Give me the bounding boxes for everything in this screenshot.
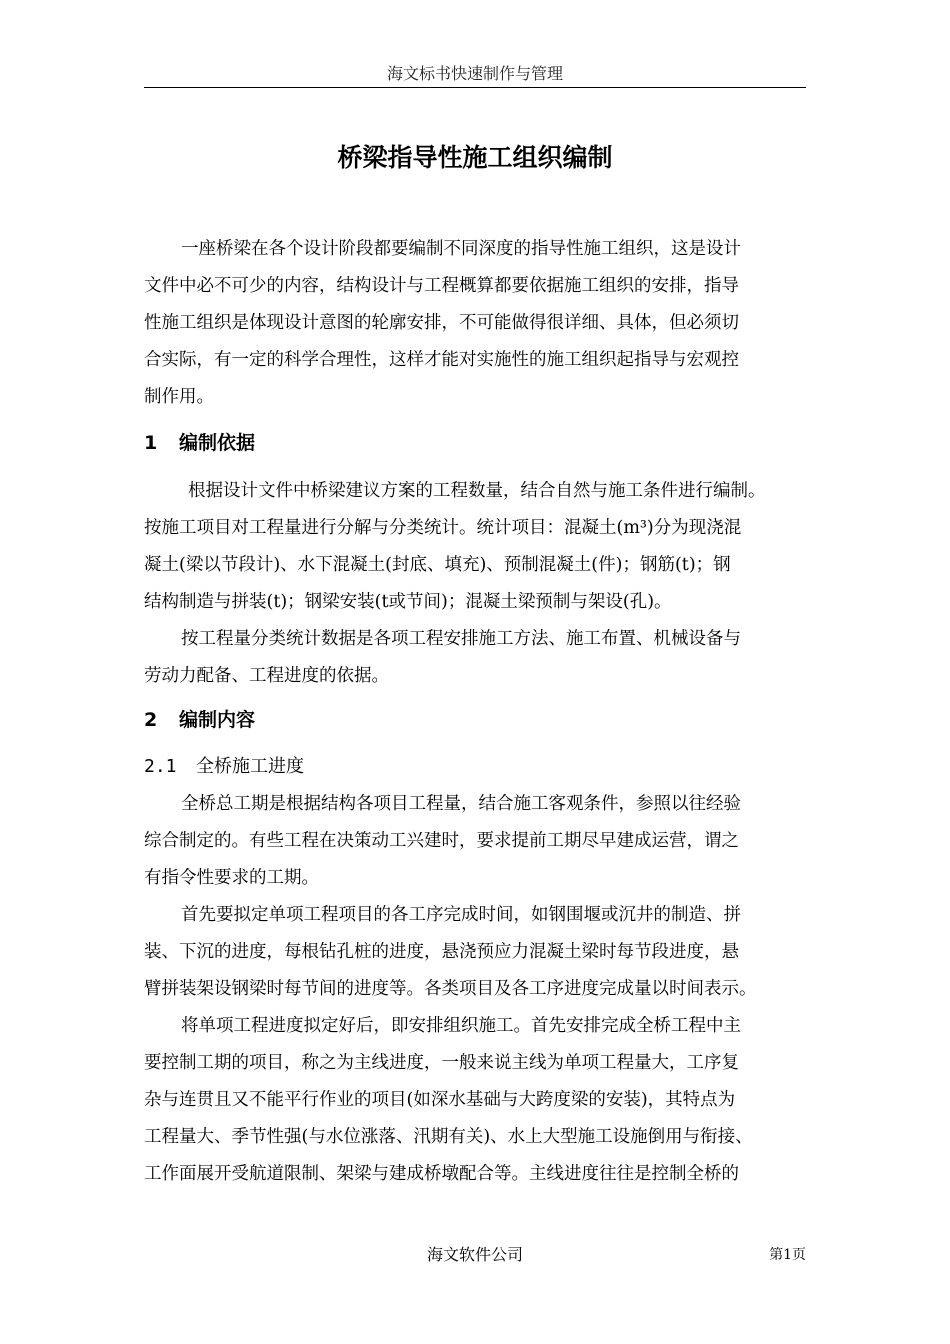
paragraph-line: 臂拼装架设钢梁时每节间的进度等。各类项目及各工序进度完成量以时间表示。 — [144, 979, 757, 999]
section-1-paragraph-1 — [144, 473, 806, 621]
section-2-heading — [144, 705, 806, 735]
paragraph-line: 装、下沉的进度，每根钻孔桩的进度，悬浇预应力混凝土梁时每节段进度，悬 — [144, 942, 739, 962]
document-title: 桥梁指导性施工组织编制 — [337, 143, 613, 172]
intro-line: 制作用。 — [144, 387, 214, 407]
paragraph-line: 工程量大、季节性强(与水位涨落、汛期有关)、水上大型施工设施倒用与衔接、 — [144, 1127, 753, 1147]
paragraph-line: 劳动力配备、工程进度的依据。 — [144, 666, 389, 686]
footer-company: 海文软件公司 — [426, 1245, 523, 1264]
paragraph-line: 综合制定的。有些工程在决策动工兴建时，要求提前工期尽早建成运营，谓之 — [144, 831, 739, 851]
intro-line: 性施工组织是体现设计意图的轮廓安排，不可能做得很详细、具体，但必须切 — [144, 313, 739, 333]
paragraph-line: 工作面展开受航道限制、架梁与建成桥墩配合等。主线进度往往是控制全桥的 — [144, 1164, 739, 1184]
section-title: 编制内容 — [179, 709, 256, 731]
page-header-text: 海文标书快速制作与管理 — [386, 64, 563, 83]
subsection-2-1-paragraph-3 — [144, 1008, 806, 1193]
intro-paragraph — [144, 231, 806, 416]
section-number: 1 — [144, 432, 158, 454]
subsection-2-1-heading — [144, 752, 806, 782]
intro-line: 文件中必不可少的内容，结构设计与工程概算都要依据施工组织的安排，指导 — [144, 276, 739, 296]
page-number: 第1页 — [769, 1247, 806, 1263]
paragraph-line: 按施工项目对工程量进行分解与分类统计。统计项目：混凝土(m³)分为现浇混 — [144, 518, 742, 538]
paragraph-line: 杂与连贯且又不能平行作业的项目(如深水基础与大跨度梁的安装)，其特点为 — [144, 1090, 736, 1110]
section-1-paragraph-2 — [144, 621, 806, 695]
paragraph-line: 首先要拟定单项工程项目的各工序完成时间，如钢围堰或沉井的制造、拼 — [181, 905, 741, 925]
header-divider — [144, 87, 806, 88]
intro-line: 合实际，有一定的科学合理性，这样才能对实施性的施工组织起指导与宏观控 — [144, 350, 739, 370]
intro-line: 一座桥梁在各个设计阶段都要编制不同深度的指导性施工组织，这是设计 — [181, 239, 741, 259]
paragraph-line: 结构制造与拼装(t)；钢梁安装(t或节间)；混凝土梁预制与架设(孔)。 — [144, 592, 672, 612]
paragraph-line: 凝土(梁以节段计)、水下混凝土(封底、填充)、预制混凝土(件)；钢筋(t)；钢 — [144, 555, 731, 575]
section-title: 编制依据 — [179, 432, 256, 454]
paragraph-line: 全桥总工期是根据结构各项目工程量，结合施工客观条件，参照以往经验 — [181, 794, 741, 814]
subsection-number: 2.1 — [144, 756, 177, 777]
subsection-2-1-paragraph-2 — [144, 897, 806, 1008]
paragraph-line: 根据设计文件中桥梁建议方案的工程数量，结合自然与施工条件进行编制。 — [188, 481, 766, 501]
paragraph-line: 将单项工程进度拟定好后，即安排组织施工。首先安排完成全桥工程中主 — [181, 1016, 741, 1036]
paragraph-line: 有指令性要求的工期。 — [144, 868, 319, 888]
subsection-title: 全桥施工进度 — [196, 756, 304, 777]
subsection-2-1-paragraph-1 — [144, 786, 806, 897]
section-number: 2 — [144, 709, 158, 731]
section-1-heading — [144, 428, 806, 458]
paragraph-line: 要控制工期的项目，称之为主线进度，一般来说主线为单项工程量大，工序复 — [144, 1053, 739, 1073]
paragraph-line: 按工程量分类统计数据是各项工程安排施工方法、施工布置、机械设备与 — [181, 629, 741, 649]
